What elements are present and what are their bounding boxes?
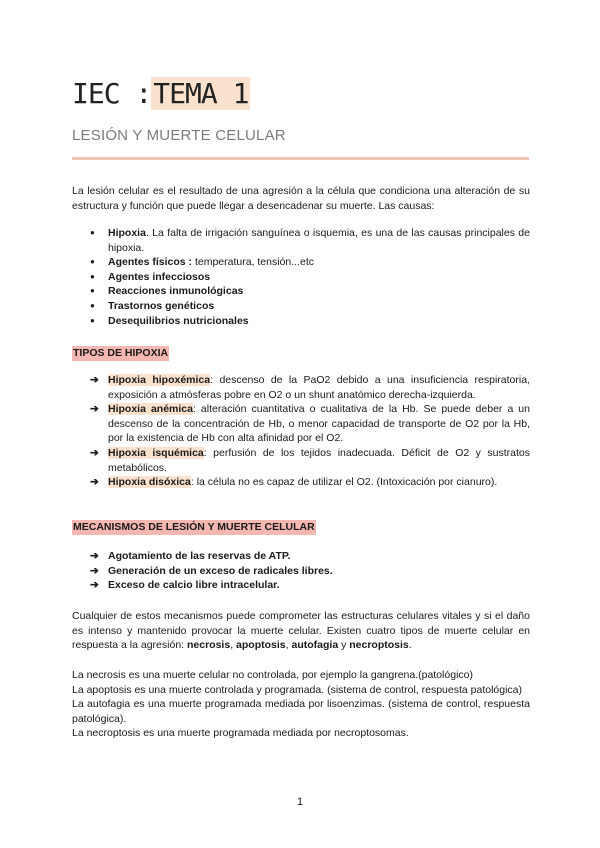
page-number: 1	[296, 796, 304, 808]
death-type-apoptosis: La apoptosis es una muerte controlada y programada. (sistema de control, respuesta patológica)	[72, 683, 523, 696]
summary-paragraph: Cualquier de estos mecanismos puede comprometer las estructuras celulares vitales y si el daño es intenso y mantenido provocar la muerte celular. Existen cuatro tipos de muerte celular en respuesta a la agresión: necrosis, apoptosis, autofagia y necroptosis.	[72, 610, 530, 652]
list-item: ➔ Hipoxia hipoxémica: descenso de la PaO2 debido a una insuficiencia respiratoria, exposición a atmósferas pobre en O2 o un shunt anatómico derecha-izquierda.	[90, 374, 530, 401]
list-item: ➔ Hipoxia disóxica: la célula no es capaz de utilizar el O2. (Intoxicación por cianuro).	[90, 476, 498, 489]
hypoxia-types-list	[90, 373, 530, 490]
list-item: ● Desequilibrios nutricionales	[90, 314, 530, 329]
title-prefix: IEC :	[72, 77, 152, 110]
intro-paragraph: La lesión celular es el resultado de una agresión a la célula que condiciona una alteración de su estructura y función que puede llegar a desencadenar su muerte. Las causas:	[72, 185, 530, 212]
mechanisms-heading: MECANISMOS DE LESIÓN Y MUERTE CELULAR	[73, 521, 315, 533]
list-item: ● Agentes infecciosos	[90, 270, 530, 285]
arrow-right-icon: ➔	[90, 374, 99, 386]
header-divider	[72, 157, 529, 160]
arrow-right-icon: ➔	[90, 446, 99, 459]
list-item: ➔ Generación de un exceso de radicales libres.	[90, 564, 333, 577]
page-subtitle: LESIÓN Y MUERTE CELULAR	[72, 127, 286, 144]
list-item: ● Reacciones inmunológicas	[90, 284, 530, 299]
death-type-autofagia: La autofagia es una muerte programada mediada por lisoenzimas. (sistema de control, respuesta patológica).	[72, 698, 530, 725]
causes-list	[90, 226, 530, 328]
title-highlight: TEMA 1	[153, 77, 249, 110]
arrow-right-icon: ➔	[90, 476, 99, 489]
death-types-block	[72, 668, 530, 741]
list-item: ➔ Hipoxia isquémica: perfusión de los tejidos inadecuada. Déficit de O2 y sustratos metabólicos.	[90, 446, 530, 474]
death-type-necrosis: La necrosis es una muerte celular no controlada, por ejemplo la gangrena.(patológico)	[72, 669, 473, 681]
list-item: ● Hipoxia. La falta de irrigación sanguínea o isquemia, es una de las causas principales de hipoxia.	[90, 226, 530, 255]
list-item: ● Agentes físicos : temperatura, tensión...etc	[90, 255, 530, 270]
arrow-right-icon: ➔	[90, 403, 99, 416]
page-title	[72, 76, 250, 112]
list-item: ➔ Agotamiento de las reservas de ATP.	[90, 550, 291, 562]
mechanisms-list	[90, 549, 530, 593]
arrow-right-icon: ➔	[90, 564, 99, 577]
list-item: ➔ Hipoxia anémica: alteración cuantitativa o cualitativa de la Hb. Se puede deber a un descenso de la concentración de Hb, o menor capacidad de transporte de O2 por la Hb, por la existencia de Hb con alta afinidad por el O2.	[90, 403, 530, 445]
list-item: ● Trastornos genéticos	[90, 299, 530, 314]
arrow-right-icon: ➔	[90, 579, 99, 592]
hypoxia-heading: TIPOS DE HIPOXIA	[73, 347, 169, 359]
arrow-right-icon: ➔	[90, 550, 99, 562]
death-type-necroptosis: La necroptosis es una muerte programada mediada por necroptosomas.	[72, 727, 409, 740]
list-item: ➔ Exceso de calcio libre intracelular.	[90, 579, 280, 592]
